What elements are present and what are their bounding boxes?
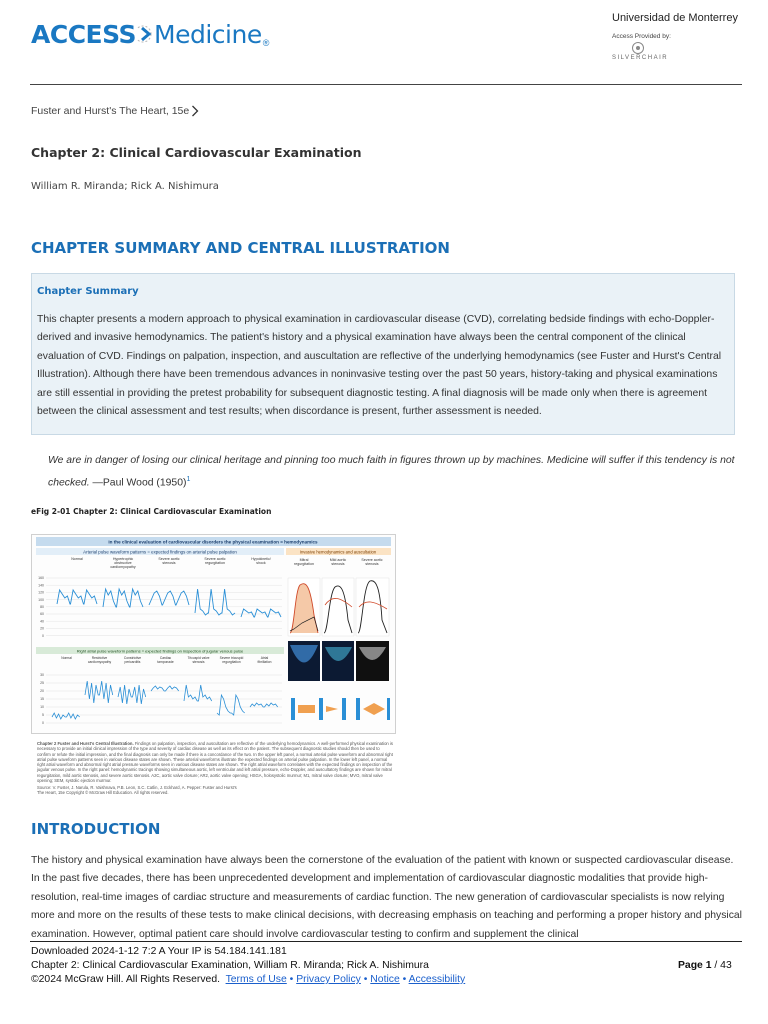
arterial-y-tick: 20 (40, 626, 44, 631)
accessmedicine-logo[interactable] (31, 14, 269, 54)
arterial-y-tick: 40 (40, 619, 44, 624)
invasive-col-label: Mild aortic (329, 558, 347, 562)
chapter-summary-text: This chapter presents a modern approach to physical examination in cardiovascular disease (CVD), correlating bedside findings with echo-Doppler-derived and invasive hemodynamics. The patient's history and a physical examination have always been the central component of the clinical evaluation of CVD. Findings on palpation, inspection, and auscultation are reflective of the underlying hemodynamics (see Fuster and Hurst's Central Illustration). Although there have been tremendous advances in noninvasive testing over the past 50 years, history-taking and physical examinations are still essential in providing the pretest probability for subsequent diagnostic testing. A final diagnosis will be made only when there is agreement between the clinical assessment and test results; when discordance is present, further assessment is needed. (37, 314, 722, 418)
arterial-y-tick: 120 (38, 590, 44, 595)
venous-col-label: pericarditis (124, 660, 141, 664)
chapter-title: Chapter 2: Clinical Cardiovascular Examination (31, 145, 362, 160)
central-illustration-figure[interactable] (31, 534, 396, 734)
silverchair-mark-icon (632, 42, 644, 54)
auscultation-phonocardiograms (291, 698, 390, 720)
venous-col-label: cardiomyopathy (87, 660, 112, 664)
page-indicator (678, 960, 732, 971)
chapter-authors: William R. Miranda; Rick A. Nishimura (31, 181, 219, 192)
venous-waveform (52, 713, 80, 719)
institution-name: Universidad de Monterrey (612, 12, 738, 24)
venous-waveform (151, 686, 179, 691)
invasive-col-label: stenosis (365, 562, 379, 566)
invasive-col-label: Severe aortic (361, 558, 383, 562)
footer-separator: • (402, 974, 407, 985)
accessibility-link[interactable]: Accessibility (408, 974, 466, 985)
venous-col-label: fibrillation (257, 660, 272, 664)
venous-col-label: regurgitation (222, 660, 241, 664)
invasive-pressure-tracings (288, 578, 389, 636)
invasive-col-label: regurgitation (294, 562, 314, 566)
chevron-right-icon (191, 105, 199, 117)
copyright-text: ©2024 McGraw Hill. All Rights Reserved. (31, 974, 220, 985)
arterial-waveform (149, 591, 189, 605)
invasive-col-label: Mitral (299, 558, 309, 562)
echo-doppler-images (288, 641, 389, 681)
chapter-summary-label: Chapter Summary (37, 286, 139, 297)
quote-attribution: —Paul Wood (1950) (92, 477, 187, 489)
arterial-y-tick: 80 (40, 605, 44, 609)
venous-col-label: Constrictive (123, 656, 142, 660)
arterial-waveform (195, 589, 235, 615)
footer-separator: • (289, 974, 294, 985)
page-current: Page 1 (678, 960, 712, 971)
figure-legend (37, 741, 393, 783)
venous-y-tick: 10 (40, 705, 44, 710)
arterial-col-label: cardiomyopathy (110, 565, 136, 569)
arterial-col-label: shock (256, 561, 266, 565)
arterial-col-label: stenosis (162, 561, 176, 565)
silverchair-wordmark: SILVERCHAIR (612, 55, 669, 61)
arterial-col-label: Hypokinetic/ (251, 557, 271, 561)
privacy-policy-link[interactable]: Privacy Policy (296, 974, 361, 985)
citation-line: Chapter 2: Clinical Cardiovascular Examination, William R. Miranda; Rick A. Nishimura (31, 960, 429, 971)
arterial-y-tick: 60 (40, 612, 44, 617)
venous-y-tick: 0 (42, 721, 44, 726)
quote-text: We are in danger of losing our clinical heritage and pinning too much faith in figures thrown up by machines. Medicine will suffer if this tendency is not checked. (48, 455, 735, 489)
breadcrumb-book-title[interactable]: Fuster and Hurst's The Heart, 15e (31, 105, 190, 117)
reference-link[interactable]: 1 (186, 476, 191, 483)
venous-col-label: Normal (61, 656, 72, 660)
venous-waveform (118, 685, 146, 704)
venous-waveform (217, 695, 245, 715)
arterial-y-tick: 100 (38, 597, 44, 602)
venous-col-label: Atrial (260, 656, 269, 660)
introduction-text: The history and physical examination have always been the cornerstone of the evaluation of the patient with known or suspected cardiovascular disease. In the past five decades, there has been unprecedented development and implementation of cardiovascular diagnostic modalities that provide high-resolution, real-time images of cardiac structure and measurements of cardiac function. The new generation of cardiovascular specialists is now relying more and more on the results of these tests to make clinical decisions, with decreasing emphasis on teaching and performing a proper history and physical examination. However, optimal patient care should involve cardiovascular testing to confirm and supplement the clinical (31, 855, 742, 940)
invasive-col-label: stenosis (331, 562, 345, 566)
venous-col-label: stenosis (192, 660, 205, 664)
venous-col-label: tamponade (157, 660, 174, 664)
venous-y-tick: 20 (40, 689, 44, 694)
arterial-col-label: regurgitation (205, 561, 225, 565)
arterial-col-label: Severe aortic (158, 557, 180, 561)
arterial-col-label: Normal (71, 557, 83, 561)
arterial-waveform (57, 590, 97, 604)
arterial-col-label: Severe aortic (204, 557, 226, 561)
invasive-header-text: Invasive hemodynamics and auscultation (299, 549, 377, 555)
arterial-header-text: Arterial pulse waveform patterns = expected findings on arterial pulse palpation (83, 549, 237, 555)
venous-waveform (250, 703, 278, 707)
figure-source: Source: V. Fuster, J. Narula, R. Vaishnava, P.B. Leon, S.C. Catlin, J. Eckhard, A. Pepper: Fuster and Hurst's The Heart, 15e Copyright © McGraw Hill Education. All rights reserved. (37, 785, 237, 796)
arterial-col-label: Hypertrophic (112, 557, 134, 561)
arterial-waveform (103, 589, 143, 607)
venous-col-label: Cardiac (159, 656, 172, 660)
arterial-y-tick: 140 (38, 583, 44, 588)
header-divider (30, 84, 742, 85)
footer-divider (30, 941, 742, 942)
section-heading-introduction: INTRODUCTION (31, 820, 161, 838)
notice-link[interactable]: Notice (370, 974, 400, 985)
footer-legal (31, 974, 465, 985)
figure-legend-title: Chapter 2 Fuster and Hurst's Central Illustration. (37, 741, 134, 746)
terms-of-use-link[interactable]: Terms of Use (225, 974, 287, 985)
central-illustration-svg (32, 535, 395, 733)
silverchair-logo (612, 42, 672, 66)
logo-access-text: ACCESS (31, 19, 137, 49)
arterial-y-tick: 0 (42, 633, 44, 638)
logo-registered-mark: ® (262, 38, 270, 48)
venous-header-text: Right atrial pulse waveform patterns = expected findings on inspection of jugular venous pulse (76, 648, 244, 654)
venous-y-tick: 25 (40, 681, 44, 686)
access-provided-label: Access Provided by: (612, 33, 671, 40)
figure-legend-text: Findings on palpation, inspection, and auscultation are reflective of the underlying hemodynamics. A well-performed physical examination is necessary to provide an initial clinical impression of the type and severity of cardiac disease as well as its effect on the patient. The subsequent diagnostic studies should then be used to confirm or refute the initial impression, and the final diagnosis can only be made if there is a concordance of the two. In the upper left panel, a normal arterial pulse waveform and abnormal right atrial pulse waveform patterns seen in various disease states are shown. These arterial waveforms illustrate the expected findings on arterial pulse palpation. In the lower left panel, a normal right atrial waveform and abnormal right atrial pressure waveforms seen in various disease states are shown. The right atrial waveform correlates with the expected findings on inspection of the jugular venous pulse. In the right panel: hemodynamic tracings showing simultaneous aortic, left ventricular and left atrial pressure, echo-Doppler, and auscultatory findings are shown for mitral regurgitation, mild aortic stenosis, and severe aortic stenosis. A2C, aortic valve closure; AR2, aortic valve opening; HSGA, holosystolic murmur; M1, mitral valve closure; MVO, mitral valve opening; SEM, systolic ejection murmur. (37, 741, 393, 784)
venous-col-label: Severe tricuspid (219, 656, 244, 660)
venous-y-tick: 15 (40, 697, 44, 702)
venous-waveform (85, 681, 113, 703)
venous-col-label: Tricuspid valve (187, 656, 210, 660)
figure-caption: eFig 2-01 Chapter 2: Clinical Cardiovascular Examination (31, 507, 272, 516)
logo-chevron-icon (137, 22, 153, 46)
venous-waveform (184, 685, 212, 701)
download-info: Downloaded 2024-1-12 7:2 A Your IP is 54.184.141.181 (31, 946, 287, 957)
arterial-y-tick: 160 (38, 576, 44, 581)
logo-medicine-text: Medicine (154, 19, 262, 49)
page-total: / 43 (714, 960, 732, 971)
epigraph-quote (48, 451, 738, 492)
venous-col-label: Restrictive (91, 656, 108, 660)
section-heading-summary: CHAPTER SUMMARY AND CENTRAL ILLUSTRATION (31, 239, 450, 257)
footer-separator: • (363, 974, 368, 985)
figure-banner-text: In the clinical evaluation of cardiovascular disorders the physical examination = hemodynamics (108, 539, 318, 545)
arterial-col-label: obstructive (114, 561, 132, 565)
venous-y-tick: 30 (40, 673, 44, 678)
arterial-waveform (241, 609, 281, 617)
venous-y-tick: 5 (42, 713, 44, 718)
breadcrumb[interactable] (31, 105, 199, 117)
